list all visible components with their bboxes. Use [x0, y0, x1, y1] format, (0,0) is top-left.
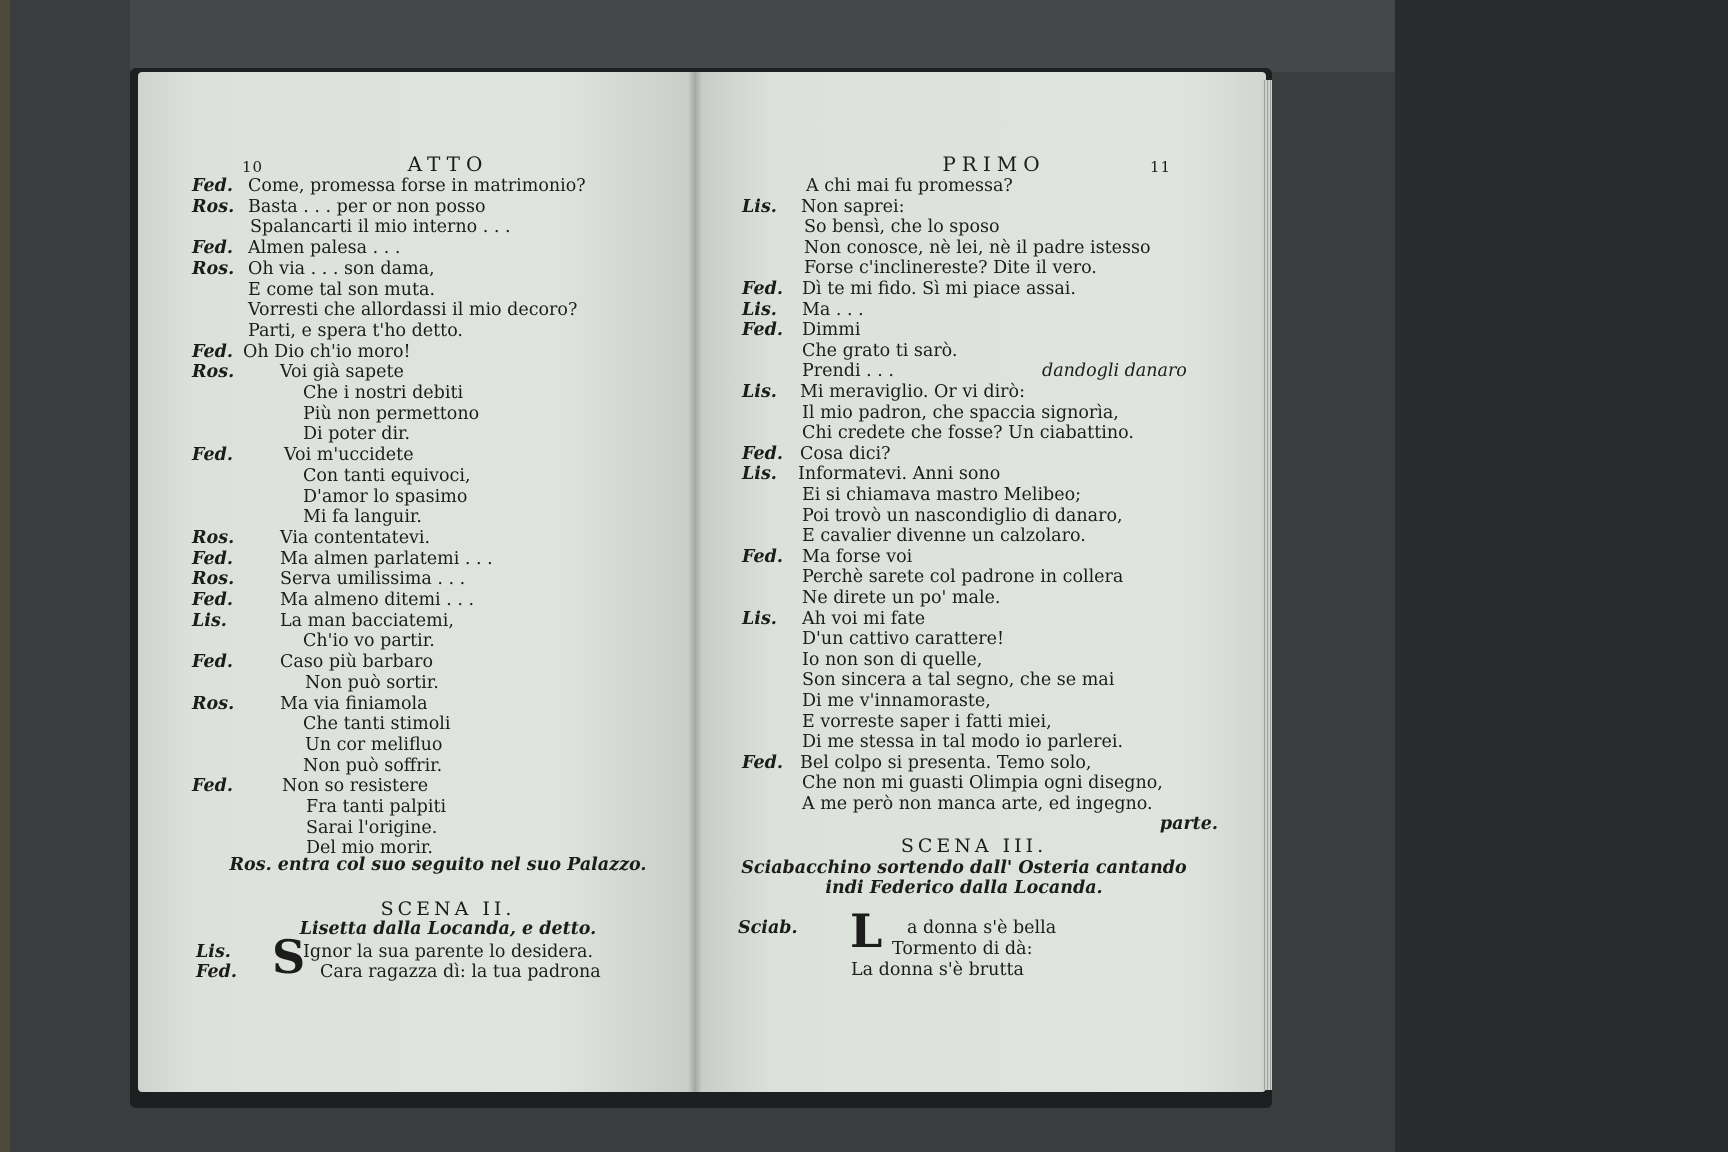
scene-subtitle: Sciabacchino sortendo dall' Osteria cantando	[741, 858, 1187, 878]
right-page	[694, 72, 1266, 1092]
speaker-label: Ros.	[192, 527, 235, 548]
speaker-label: Ros.	[192, 569, 235, 590]
speaker-label: Lis.	[196, 942, 231, 962]
verse-line: Che grato ti sarò.	[802, 340, 958, 361]
page-number: 11	[1150, 158, 1172, 176]
speaker-label: Ros.	[192, 362, 235, 383]
speaker-label: Fed.	[196, 962, 237, 982]
background-card	[130, 0, 1395, 72]
verse-line: Ei si chiamava mastro Melibeo;	[802, 485, 1082, 505]
speaker-label: Fed.	[192, 652, 233, 673]
verse-line: Spalancarti il mio interno . . .	[250, 217, 511, 238]
verse-line: Serva umilissima . . .	[280, 569, 466, 590]
verse-line: Oh Dio ch'io moro!	[243, 341, 411, 362]
running-head: PRIMO	[942, 152, 1046, 176]
verse-line: Ch'io vo partir.	[303, 631, 435, 652]
verse-line: Mi fa languir.	[303, 507, 422, 528]
verse-line: Bel colpo si presenta. Temo solo,	[800, 752, 1092, 773]
speaker-label: Fed.	[742, 443, 783, 464]
speaker-label: Ros.	[192, 258, 235, 279]
verse-line: Parti, e spera t'ho detto.	[248, 320, 463, 341]
verse-line: Il mio padron, che spaccia signorìa,	[802, 402, 1119, 423]
verse-line: Di me stessa in tal modo io parlerei.	[802, 732, 1124, 753]
verse-line: Non conosce, nè lei, nè il padre istesso	[804, 237, 1151, 258]
speaker-label: Lis.	[192, 610, 227, 631]
speaker-label: Lis.	[742, 608, 777, 629]
verse-line: Dì te mi fido. Sì mi piace assai.	[802, 279, 1076, 299]
verse-line: Chi credete che fosse? Un ciabattino.	[802, 423, 1134, 444]
verse-line: Via contentatevi.	[280, 527, 431, 548]
verse-line: Prendi . . .	[802, 361, 894, 382]
speaker-label: Ros.	[192, 196, 235, 217]
drop-cap: L	[850, 904, 883, 958]
verse-line: Tormento di dà:	[892, 939, 1033, 959]
verse-line: Di me v'innamoraste,	[802, 691, 991, 711]
verse-line: Ma via finiamola	[280, 693, 428, 714]
verse-line: Son sincera a tal segno, che se mai	[802, 670, 1115, 691]
speaker-label: Fed.	[192, 341, 233, 362]
page-number: 10	[242, 158, 264, 176]
verse-line: Forse c'inclinereste? Dite il vero.	[804, 258, 1097, 279]
verse-line: La man bacciatemi,	[280, 610, 454, 631]
verse-line: Voi m'uccidete	[284, 445, 414, 466]
running-head: ATTO	[407, 152, 489, 176]
verse-line: Cara ragazza dì: la tua padrona	[320, 962, 601, 982]
verse-line: Con tanti equivoci,	[303, 465, 471, 486]
verse-line: A me però non manca arte, ed ingegno.	[802, 794, 1153, 814]
verse-line: Non può soffrir.	[303, 755, 443, 776]
speaker-label: Ros.	[192, 693, 235, 714]
verse-line: E come tal son muta.	[248, 279, 436, 300]
exit-direction: parte.	[1159, 814, 1218, 834]
verse-line: Che non mi guasti Olimpia ogni disegno,	[802, 773, 1163, 794]
speaker-label: Lis.	[742, 196, 777, 217]
speaker-label: Lis.	[742, 299, 777, 320]
verse-line: Di poter dir.	[303, 424, 411, 445]
stage-direction: Ros. entra col suo seguito nel suo Palazzo.	[229, 855, 647, 875]
page-edges	[1262, 80, 1272, 1090]
verse-line: Sarai l'origine.	[306, 817, 438, 838]
speaker-label: Fed.	[192, 590, 233, 610]
verse-line: Che tanti stimoli	[303, 714, 451, 735]
verse-line: Oh via . . . son dama,	[248, 258, 435, 279]
verse-line: Dimmi	[802, 320, 861, 341]
speaker-label: Fed.	[192, 776, 233, 797]
verse-line: Io non son di quelle,	[802, 649, 983, 670]
verse-line: Ah voi mi fate	[802, 608, 926, 629]
verse-line: E vorreste saper i fatti miei,	[802, 711, 1052, 732]
scene-title: SCENA III.	[900, 835, 1048, 857]
verse-line: Come, promessa forse in matrimonio?	[248, 176, 586, 196]
stage-direction: dandogli danaro	[1042, 361, 1187, 382]
verse-line: Ma forse voi	[802, 546, 913, 567]
verse-line: D'amor lo spasimo	[303, 486, 468, 507]
verse-line: D'un cattivo carattere!	[802, 629, 1005, 650]
drop-cap: S	[272, 930, 306, 984]
speaker-label: Fed.	[192, 445, 233, 466]
background-edge	[0, 0, 10, 1152]
verse-line: Basta . . . per or non posso	[248, 196, 486, 217]
verse-line: A chi mai fu promessa?	[806, 176, 1013, 196]
verse-line: Vorresti che allordassi il mio decoro?	[248, 300, 578, 321]
verse-line: Ignor la sua parente lo desidera.	[303, 942, 594, 962]
verse-line: Non può sortir.	[305, 672, 439, 693]
verse-line: Non saprei:	[801, 196, 905, 217]
verse-line: Un cor melifluo	[305, 734, 443, 755]
speaker-label: Fed.	[742, 320, 783, 341]
book-gutter	[688, 72, 702, 1092]
verse-line: E cavalier divenne un calzolaro.	[802, 526, 1086, 547]
speaker-label: Fed.	[742, 546, 783, 567]
verse-line: Non so resistere	[282, 776, 429, 797]
verse-line: Ma almen parlatemi . . .	[280, 548, 493, 569]
verse-line: La donna s'è brutta	[851, 960, 1024, 980]
speaker-label: Fed.	[742, 752, 783, 773]
scene-title: SCENA II.	[380, 898, 516, 920]
speaker-label: Sciab.	[738, 918, 798, 938]
verse-line: a donna s'è bella	[907, 918, 1057, 938]
speaker-label: Lis.	[742, 464, 777, 485]
speaker-label: Fed.	[192, 548, 233, 569]
verse-line: Fra tanti palpiti	[306, 797, 447, 817]
verse-line: Caso più barbaro	[280, 652, 434, 673]
speaker-label: Fed.	[192, 238, 233, 259]
verse-line: Ma . . .	[802, 299, 864, 320]
verse-line: Voi già sapete	[280, 362, 404, 383]
speaker-label: Lis.	[742, 382, 777, 402]
left-page	[138, 72, 694, 1092]
verse-line: So bensì, che lo sposo	[804, 217, 1000, 238]
verse-line: Più non permettono	[303, 403, 480, 424]
verse-line: Che i nostri debiti	[303, 383, 464, 403]
verse-line: Cosa dici?	[800, 443, 891, 464]
verse-line: Informatevi. Anni sono	[798, 464, 1001, 485]
verse-line: Ma almeno ditemi . . .	[280, 590, 475, 610]
verse-line: Ne direte un po' male.	[802, 588, 1001, 608]
verse-line: Almen palesa . . .	[248, 238, 401, 259]
verse-line: Poi trovò un nascondiglio di danaro,	[802, 505, 1123, 526]
verse-line: Del mio morir.	[306, 838, 433, 859]
speaker-label: Fed.	[742, 279, 783, 299]
speaker-label: Fed.	[192, 176, 233, 196]
verse-line: Mi meraviglio. Or vi dirò:	[800, 382, 1025, 402]
scene-subtitle: Lisetta dalla Locanda, e detto.	[299, 919, 597, 939]
verse-line: Perchè sarete col padrone in collera	[802, 567, 1124, 588]
scene-subtitle: indi Federico dalla Locanda.	[825, 878, 1103, 898]
